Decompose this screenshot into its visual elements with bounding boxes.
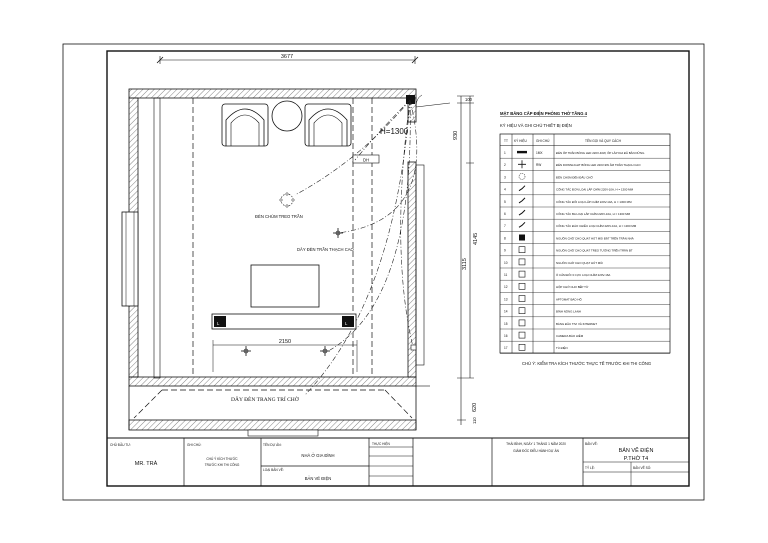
legend-row-number: 11 [504, 273, 508, 277]
window-left [122, 212, 138, 306]
legend-symbol-icon [519, 320, 525, 326]
owner-name: MR. TRÀ [134, 461, 158, 467]
legend-symbol-icon [519, 271, 525, 277]
legend-row-desc: CÔNG TẮC ĐƠN LOẠI LẮP CHÌM 220V-10A, H = 1300 MM [556, 187, 633, 192]
legend-row-number: 17 [504, 346, 508, 351]
dimension-inner: 2150 [278, 339, 292, 345]
note-label: GHI CHÚ: [187, 443, 202, 447]
legend-row-number: 3 [504, 175, 506, 180]
dimension-top: 3677 [280, 54, 294, 60]
chandelier-label: ĐÈN CHÙM TREO TRẦN [255, 214, 303, 219]
legend-row-number: 14 [504, 309, 508, 314]
armchair-left [222, 104, 268, 146]
legend-col-tt: TT [504, 139, 508, 143]
wall-balcony [129, 420, 416, 430]
legend-row-number: 9 [504, 248, 506, 253]
director: GIÁM ĐỐC ĐIỀU HÀNH DỰ ÁN [513, 449, 559, 453]
legend-row-number: 8 [504, 236, 506, 241]
socket-right-tag: L [345, 321, 348, 326]
legend-symbol-icon [517, 151, 527, 153]
legend-row-desc: CÔNG TẮC ĐÔI LOẠI LẮP CHÌM 220V-10A, H = 1300 MM [556, 199, 632, 204]
dimension-right-110: 110 [472, 417, 477, 424]
note-line-1: CHÚ Ý KÍCH THƯỚC [206, 457, 238, 461]
switch-small [411, 345, 416, 350]
legend-row-code: 1MX [536, 151, 543, 155]
legend-symbol-icon [519, 247, 525, 253]
legend-row-desc: CAMERA BẢO HIỂM [556, 334, 584, 338]
armchair-right [305, 104, 351, 146]
legend-row-desc: BẢNG ĐẦU TIVI VÀ INTERNET [556, 321, 598, 326]
legend-symbol-icon [519, 259, 525, 265]
project-name: NHÀ Ở GIA ĐÌNH [301, 453, 335, 458]
legend-symbol-icon [519, 308, 525, 314]
legend-row-desc: ĐÈN CHÙM ĐÈN ĐÂU CHỜ [556, 175, 593, 180]
dimension-right-4145: 4145 [473, 232, 479, 245]
project-label: TÊN DỰ ÁN: [263, 443, 282, 447]
legend-row-desc: TỦ ĐIỆN [556, 346, 568, 351]
legend-col-desc: TÊN GỌI VÀ QUY CÁCH [585, 139, 621, 143]
legend-row-desc: CÔNG TẮC BA LOẠI LẮP CHÌM 220V-10A, H = 1300 MM [556, 212, 631, 216]
legend-col-symbol: KÝ HIỆU [514, 139, 527, 143]
socket-left [214, 316, 226, 327]
legend-row-code: RW [536, 163, 542, 168]
legend [500, 111, 670, 366]
db-label: DH [363, 157, 370, 163]
legend-row-number: 12 [504, 285, 508, 290]
legend-row-number: 4 [504, 187, 506, 192]
owner-label: CHỦ ĐẦU TƯ: [110, 443, 131, 447]
legend-row-desc: ĐÈN DOWNLIGHT BÓNG LED 220V-9W ÂM TRẦN THẠCH CAO [556, 163, 641, 168]
legend-row-desc: NGUỒN CHỜ CHO QUẠT HÚT MÙI [556, 260, 604, 265]
scale-label: TỶ LỆ: [585, 466, 595, 470]
legend-row-number: 7 [504, 224, 506, 229]
legend-row-number: 16 [504, 334, 508, 338]
legend-symbol-icon [519, 296, 525, 302]
date-line: THÁI BÌNH, NGÀY 1 THÁNG 1 NĂM 2020 [506, 442, 566, 446]
drawing-sub: P.THỜ T4 [623, 456, 649, 462]
legend-col-code: GHI CHÚ [536, 139, 550, 143]
legend-subtitle: KÝ HIỆU VÀ GHI CHÚ THIẾT BỊ ĐIỆN [500, 123, 572, 128]
legend-symbol-icon [519, 344, 525, 350]
altar-cabinet [212, 314, 356, 329]
drawing-type: BẢN VẼ ĐIỆN [304, 476, 332, 481]
wall-bottom [129, 377, 416, 386]
drawing-label: BẢN VẼ: [585, 442, 598, 446]
balcony-strip-label: DÂY ĐÈN TRANG TRÍ CHỜ [231, 397, 299, 403]
ceiling-strip-label: DÂY ĐÈN TRẦN THẠCH CAO [297, 247, 354, 252]
legend-row-number: 13 [504, 297, 508, 302]
height-label: H=1300 [380, 127, 409, 136]
socket-right [342, 316, 354, 327]
legend-symbol-icon [519, 283, 525, 289]
dimension-right-620: 620 [472, 402, 478, 412]
dimension-right-3115: 3115 [462, 258, 468, 270]
legend-row-number: 1 [504, 151, 506, 155]
legend-row-desc: BÌNH NÓNG LẠNH [556, 309, 581, 314]
sheet-label: BẢN VẼ SỐ: [633, 466, 652, 470]
legend-row-desc: NGUỒN CHỜ CHO QUẠT TREO TƯỜNG TRÊN TRẦN BT [556, 248, 633, 253]
legend-row-desc: NGUỒN CHỜ CHO QUẠT HÚT MÙI ĐẶT TRÊN TRẦN NHÀ [556, 236, 634, 241]
note-line-2: TRƯỚC KHI THI CÔNG [204, 463, 240, 467]
legend-title: MẶT BẰNG CẤP ĐIỆN PHÒNG THỜ TẦNG 4 [500, 111, 588, 116]
socket-left-tag: L [217, 321, 220, 326]
wall-top [129, 89, 416, 98]
legend-row-desc: ĐÈN ỐP TRẦN BÓNG LED 220V-40W, ỐP LẮP KHI ĐÃ BẮN DỮNG [556, 151, 645, 155]
dimension-right-100: 100 [465, 97, 472, 102]
legend-note: CHÚ Ý: KIỂM TRA KÍCH THƯỚC THỰC TẾ TRƯỚC KHI THI CÔNG [522, 361, 652, 366]
legend-symbol-icon [519, 235, 525, 241]
legend-row-desc: APTOMAT BẢO HỘ [556, 297, 582, 302]
altar-table [251, 265, 319, 307]
legend-row-desc: CÔNG TẮC ĐẢO CHIỀU LOẠI CHÌM 220V-10A, H = 1300 MM [556, 224, 637, 229]
legend-symbol-icon [519, 332, 525, 338]
legend-row-number: 15 [504, 321, 508, 326]
legend-row-number: 10 [504, 260, 508, 265]
drawing-type-label: LOẠI BẢN VẼ: [263, 468, 284, 472]
balcony-railing [248, 430, 318, 436]
legend-row-number: 2 [504, 163, 506, 168]
legend-row-number: 6 [504, 212, 506, 216]
legend-row-desc: HỘP CHỜ CHO BẾP TỪ [556, 285, 589, 290]
legend-row-desc: Ổ CẮM ĐÔI 3 CỰC LOẠI CHÌM 220V-16A [556, 273, 611, 277]
legend-row-number: 5 [504, 199, 506, 204]
round-table [272, 101, 302, 131]
drawing-name: BẢN VẼ ĐIỆN [618, 448, 654, 454]
performer-label: THỰC HIỆN [372, 442, 390, 446]
dimension-right-930: 930 [453, 130, 459, 140]
